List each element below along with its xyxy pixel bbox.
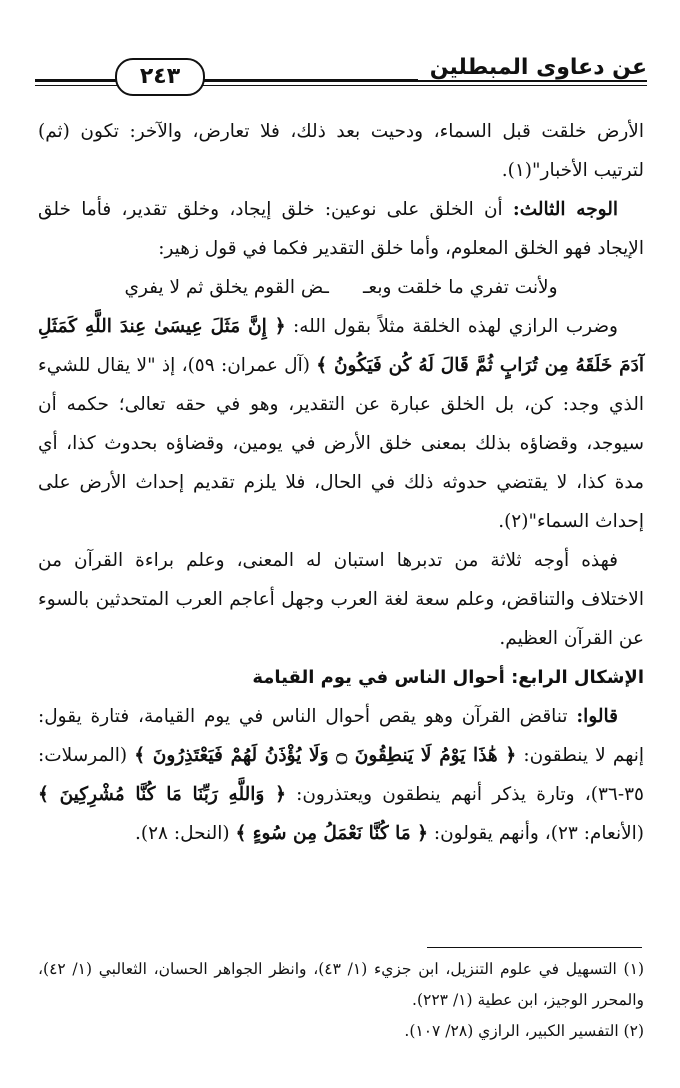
- page-body: [38, 112, 644, 853]
- paragraph-5-c: (الأنعام: ٢٣)، وأنهم يقولون:: [427, 823, 644, 844]
- paragraph-5-b: (المرسلات: ٣٥-٣٦)، وتارة يذكر أنهم ينطقون ويعتذرون:: [38, 745, 644, 805]
- paragraph-3-rest: (آل عمران: ٥٩)، إذ "لا يقال للشيء الذي وجد: كن، بل الخلق عبارة عن التقدير، وهو في حقه تعالى؛ حكمه أن سيوجد، وقضاؤه بذلك بمعنى خلق الأرض في يومين، وقضاؤه بحدوث كذا، أي مدة كذا، لا يقتضي حدوثه ذلك في الحال، فلا يلزم تقديم إحداث الأرض على إحداث السماء"(٢).: [38, 355, 644, 532]
- paragraph-4: فهذه أوجه ثلاثة من تدبرها استبان له المعنى، وعلم براءة القرآن من الاختلاف والتناقض، وعلم سعة لغة العرب وجهل أعاجم العرب المتحدثين بالسوء عن القرآن العظيم.: [38, 550, 644, 649]
- quran-verse-3: ﴿ وَاللَّهِ رَبِّنَا مَا كُنَّا مُشْرِكِينَ ﴾: [38, 784, 286, 805]
- paragraph-2-label: الوجه الثالث:: [512, 199, 618, 220]
- section-heading: الإشكال الرابع: أحوال الناس في يوم القيامة: [252, 667, 644, 688]
- paragraph-5-d: (النحل: ٢٨).: [135, 823, 236, 844]
- footnote-1: (١) التسهيل في علوم التنزيل، ابن جزيء (١/ ٤٣)، وانظر الجواهر الحسان، الثعالبي (١/ ٤٢)، والمحرر الوجيز، ابن عطية (١/ ٢٢٣).: [38, 960, 644, 1009]
- footnote-separator: [427, 947, 642, 948]
- quran-verse-2: ﴿ هَٰذَا يَوْمُ لَا يَنطِقُونَ ۝ وَلَا يُؤْذَنُ لَهُمْ فَيَعْتَذِرُونَ ﴾: [134, 745, 517, 766]
- poem-hemistich-left: ـض القوم يخلق ثم لا يفري: [124, 277, 329, 298]
- paragraph-5-a: تناقض القرآن وهو يقص أحوال الناس في يوم القيامة، فتارة يقول: إنهم لا ينطقون:: [38, 706, 645, 766]
- poem-hemistich-right: ولأنت تفري ما خلقت وبعـ: [362, 277, 558, 298]
- running-header: [35, 55, 647, 95]
- paragraph-3: [38, 307, 644, 541]
- paragraph-5: [38, 697, 644, 853]
- paragraph-3-intro: وضرب الرازي لهذه الخلقة مثلاً بقول الله:: [285, 316, 618, 337]
- footnote-2: (٢) التفسير الكبير، الرازي (٢٨/ ١٠٧).: [404, 1022, 644, 1040]
- quran-verse-1: ﴿ إِنَّ مَثَلَ عِيسَىٰ عِندَ اللَّهِ كَمَثَلِ آدَمَ خَلَقَهُ مِن تُرَابٍ ثُمَّ قَالَ لَهُ كُن فَيَكُونُ ﴾: [38, 316, 645, 376]
- running-title: عن دعاوى المبطلين: [418, 55, 647, 80]
- footnotes: [38, 954, 644, 1047]
- paragraph-2: [38, 190, 644, 268]
- paragraph-1: الأرض خلقت قبل السماء، ودحيت بعد ذلك، فلا تعارض، والآخر: تكون (ثم) لترتيب الأخبار"(١).: [38, 121, 644, 181]
- paragraph-2-text: أن الخلق على نوعين: خلق إيجاد، وخلق تقدير، فأما خلق الإيجاد فهو الخلق المعلوم، وأما خلق التقدير فكما في قول زهير:: [38, 199, 644, 259]
- paragraph-5-label: قالوا:: [576, 706, 618, 727]
- page-number: ٢٤٣: [115, 58, 205, 96]
- poem-verse: [38, 268, 644, 307]
- quran-verse-4: ﴿ مَا كُنَّا نَعْمَلُ مِن سُوءٍ ﴾: [235, 823, 428, 844]
